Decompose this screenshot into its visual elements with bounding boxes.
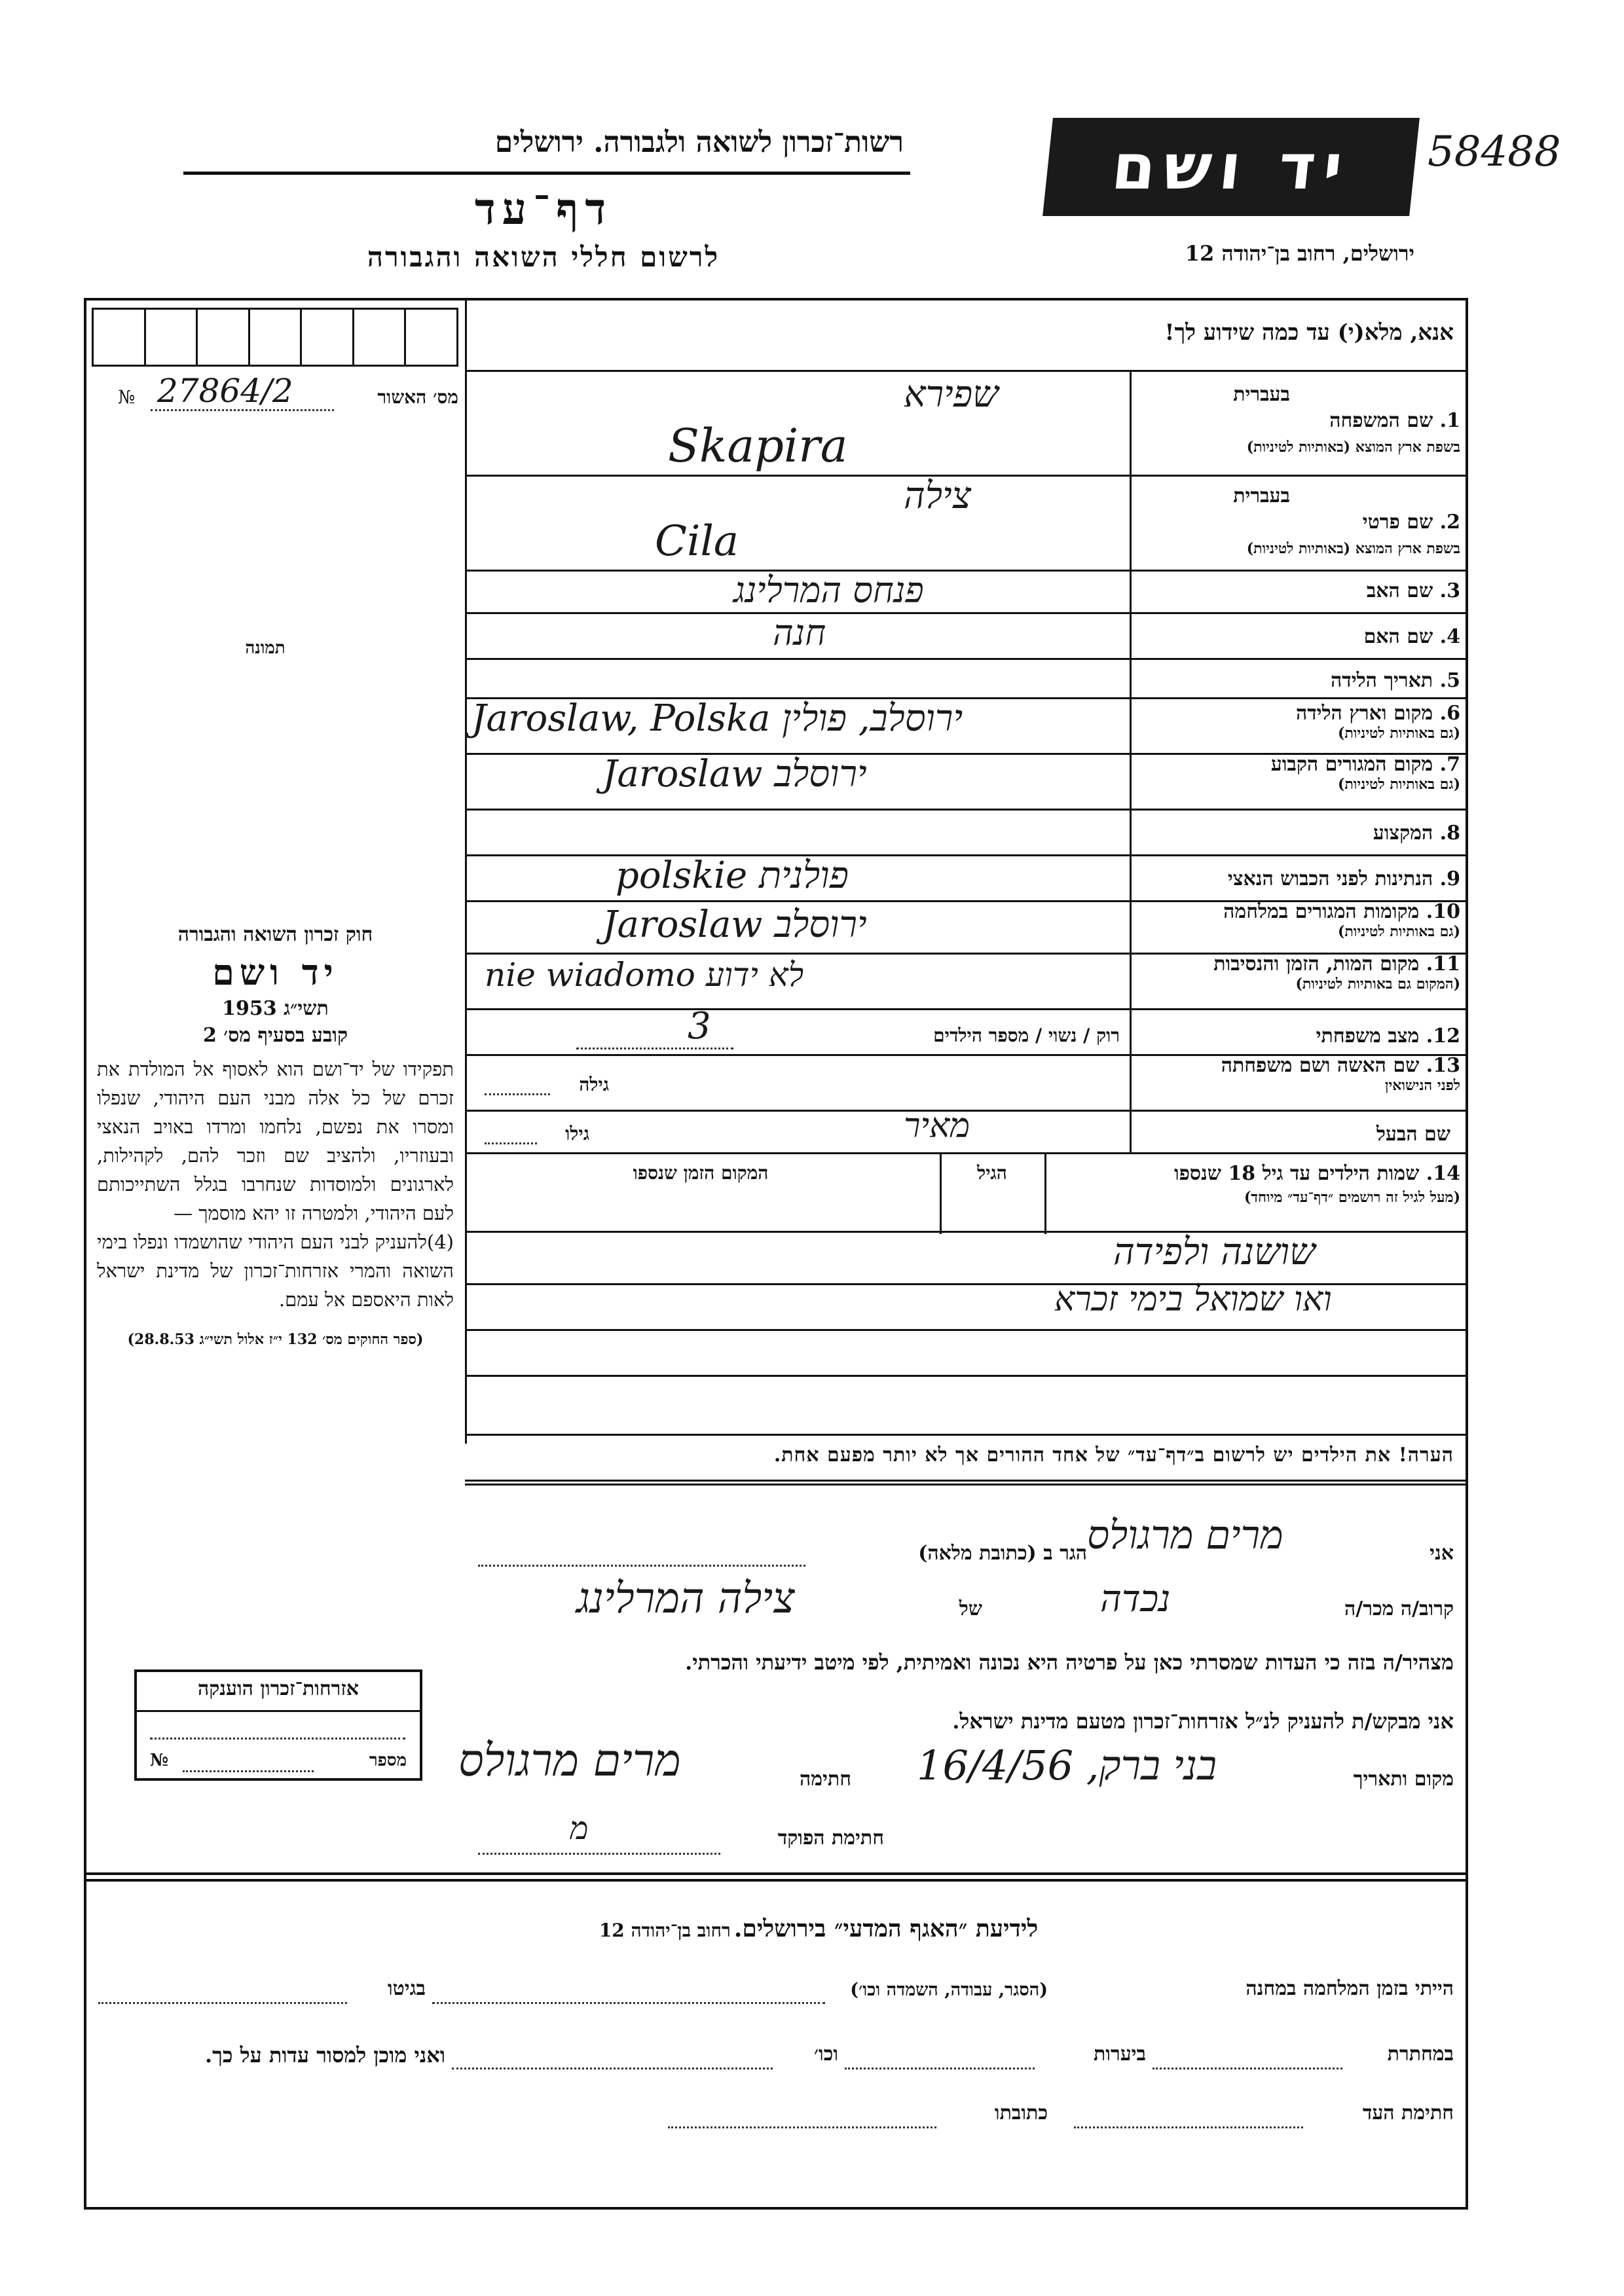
approval-line bbox=[151, 409, 334, 411]
citizenship-number-label: מספר bbox=[369, 1751, 407, 1770]
law-yad-vashem: יד ושם bbox=[212, 951, 339, 993]
form-title: דף־עד bbox=[474, 183, 613, 234]
form-subtitle: לרשום חללי השואה והגבורה bbox=[367, 241, 720, 273]
sidebar-divider bbox=[465, 298, 467, 1444]
field-12-value[interactable]: 3 bbox=[688, 1005, 711, 1048]
inst-line2-dots-1 bbox=[1153, 2068, 1342, 2069]
field-4-label: 4. שם האם bbox=[1363, 625, 1460, 648]
law-year: תשי״ג 1953 bbox=[222, 997, 329, 1020]
citizenship-number-sign: № bbox=[150, 1751, 169, 1770]
field-9-label: 9. הנתינות לפני הכבוש הנאצי bbox=[1227, 867, 1460, 890]
decl-signature-value[interactable]: מרים מרגולס bbox=[458, 1735, 681, 1787]
field-11-value[interactable]: nie wiadomo לא ידוע bbox=[485, 956, 804, 994]
law-sidebar bbox=[97, 923, 454, 1349]
field-8-label: 8. המקצוע bbox=[1373, 822, 1460, 845]
code-boxes bbox=[92, 308, 458, 367]
decl-of-value[interactable]: צילה המרלינג bbox=[576, 1575, 795, 1623]
decl-place-date-label: מקום ותאריך bbox=[1353, 1768, 1454, 1791]
field-6: 6. מקום וארץ הלידה (גם באותיות לטיניות) bbox=[1295, 702, 1460, 742]
inst-line2-dots-2 bbox=[845, 2068, 1035, 2069]
field-2-value-he[interactable]: צילה bbox=[904, 475, 972, 517]
field-7-value[interactable]: Jaroslaw ירוסלב bbox=[602, 753, 867, 795]
rule-child-2 bbox=[465, 1329, 1467, 1331]
husband-value[interactable]: מאיר bbox=[904, 1106, 970, 1146]
husband-label: שם הבעל bbox=[1376, 1123, 1450, 1146]
field-1-value-he[interactable]: שפירא bbox=[904, 373, 999, 416]
law-reference: (ספר החוקים מס׳ 132 י״ז אלול תשי״ג 28.8.53) bbox=[127, 1331, 424, 1348]
child-row-1[interactable]: שושנה ולפידה bbox=[1113, 1231, 1316, 1273]
field-13: 13. שם האשה ושם משפחתה לפני הנישואין bbox=[1221, 1054, 1460, 1094]
citizenship-box-line-1 bbox=[150, 1738, 405, 1740]
inst-line1-a: הייתי בזמן המלחמה במחנה bbox=[1246, 1977, 1454, 2000]
rule-child-4 bbox=[465, 1434, 1467, 1436]
rule-2 bbox=[465, 570, 1467, 572]
institute-title: לידיעת ״האגף המדעי״ בירושלים. bbox=[733, 1915, 1039, 1942]
archive-number: 58488 bbox=[1428, 128, 1561, 176]
field-13-age-label: גילה bbox=[579, 1074, 609, 1095]
field-5-label: 5. תאריך הלידה bbox=[1331, 669, 1460, 692]
logo-text: יד ושם bbox=[1108, 130, 1354, 204]
field-10-value[interactable]: Jaroslaw ירוסלב bbox=[602, 903, 867, 946]
inst-line3-dots-2 bbox=[668, 2126, 936, 2128]
field-3-label: 3. שם האב bbox=[1366, 579, 1460, 602]
field-2-num: 2. bbox=[1439, 511, 1460, 534]
inst-line2-b: ביערות bbox=[1093, 2043, 1146, 2066]
law-title: חוק זכרון השואה והגבורה bbox=[177, 923, 373, 946]
husband-age-line bbox=[485, 1142, 537, 1144]
rule-institute-top-2 bbox=[84, 1879, 1468, 1882]
inst-line1-b: (הסגר, עבודה, השמדה וכו׳) bbox=[850, 1980, 1048, 2000]
field-1-hebrew-tag: בעברית bbox=[1233, 383, 1290, 406]
children-col-age-left bbox=[940, 1152, 942, 1234]
rule-child-3 bbox=[465, 1375, 1467, 1377]
law-text: תפקידו של יד־ושם הוא לאסוף אל המולדת את זכרם של כל אלה מבני העם היהודי, שנפלו ומסרו את נפשם, נלחמו ומרדו באויב הנאצי ובעוזריו, ולהציב שם וזכר להם, לקהילות, לארגונים ולמוסדות שנחרבו בגלל השתייכותם לעם היהודי, ולמטרה זו יהא מוסמך — bbox=[97, 1058, 454, 1224]
field-9-value[interactable]: polskie פולנית bbox=[616, 854, 849, 897]
decl-request: אני מבקש/ת להעניק לנ״ל אזרחות־זכרון מטעם מדינת ישראל. bbox=[952, 1709, 1454, 1734]
decl-relation-value[interactable]: נכדה bbox=[1100, 1578, 1171, 1620]
rule-instruction bbox=[465, 370, 1467, 372]
approval-label: מס׳ האשור bbox=[377, 386, 458, 408]
citizenship-box bbox=[134, 1669, 422, 1781]
wife-age-line bbox=[485, 1093, 550, 1095]
field-2-sub: בשפת ארץ המוצא (באותיות לטיניות) bbox=[1246, 540, 1460, 557]
field-7: 7. מקום המגורים הקבוע (גם באותיות לטיניות) bbox=[1270, 753, 1460, 793]
law-clause: (4)להעניק לבני העם היהודי שהושמדו ונפלו בימי השואה והמרי אזרחות־זכרון של מדינת ישראל לאות היאספם אל עמם. bbox=[97, 1231, 454, 1311]
children-col-age-right bbox=[1044, 1152, 1046, 1234]
field-1-value-latin[interactable]: Skapira bbox=[668, 419, 848, 473]
children-col-age: הגיל bbox=[977, 1162, 1007, 1184]
photo-label: תמונה bbox=[245, 638, 286, 658]
authority-underline bbox=[183, 172, 910, 175]
label-column-divider bbox=[1130, 370, 1132, 1152]
field-4-value[interactable]: חנה bbox=[773, 612, 826, 653]
law-section: קובע בסעיף מס׳ 2 bbox=[202, 1024, 348, 1047]
inst-line2-c: וכו׳ bbox=[814, 2043, 838, 2066]
rule-children-head bbox=[465, 1231, 1467, 1233]
inst-line2-a: במחתרת bbox=[1387, 2043, 1454, 2066]
inst-line3-dots-1 bbox=[1074, 2126, 1303, 2128]
field-3-value[interactable]: פנחס המרלינג bbox=[733, 570, 924, 611]
field-1-label: שם המשפחה bbox=[1329, 409, 1433, 432]
rule-husband bbox=[465, 1152, 1467, 1154]
decl-residing: הגר ב (כתובת מלאה) bbox=[918, 1542, 1087, 1565]
inst-line3-a: חתימת העד bbox=[1362, 2102, 1454, 2124]
decl-place-date-value[interactable]: בני ברק, 16/4/56 bbox=[917, 1741, 1217, 1789]
field-2 bbox=[1136, 484, 1460, 563]
field-2-value-latin[interactable]: Cila bbox=[655, 517, 739, 566]
children-count-line bbox=[576, 1048, 733, 1049]
approval-number: 27864/2 bbox=[157, 372, 293, 410]
decl-name[interactable]: מרים מרגולס bbox=[1087, 1512, 1283, 1558]
decl-statement: מצהיר/ה בזה כי העדות שמסרתי כאן על פרטיה היא נכונה ואמיתית, לפי מיטב ידיעתי והכרתי. bbox=[685, 1650, 1454, 1675]
field-12-status: רוק / נשוי / מספר הילדים bbox=[933, 1025, 1120, 1046]
inst-line1-c: בגיטו bbox=[387, 1977, 426, 2000]
citizenship-number-line bbox=[183, 1770, 314, 1772]
decl-clerk-value[interactable]: מ bbox=[570, 1810, 589, 1847]
rule-4 bbox=[465, 658, 1467, 660]
authority-title: רשות־זכרון לשואה ולגבורה. ירושלים bbox=[494, 126, 904, 159]
field-11: 11. מקום המות, הזמן והנסיבות (המקום גם באותיות לטיניות) bbox=[1213, 953, 1460, 993]
child-row-2[interactable]: ואו שמואל בימי זכרא bbox=[1054, 1280, 1332, 1319]
field-12-label: 12. מצב משפחתי bbox=[1316, 1025, 1460, 1048]
rule-note bbox=[465, 1480, 1467, 1482]
decl-relation-label: קרוב/ה מכר/ה bbox=[1344, 1597, 1454, 1620]
decl-address-line bbox=[478, 1565, 805, 1567]
rule-3 bbox=[465, 612, 1467, 614]
field-1-sub: בשפת ארץ המוצא (באותיות לטיניות) bbox=[1246, 439, 1460, 456]
decl-clerk-line bbox=[478, 1853, 720, 1855]
decl-signature-label: חתימה bbox=[800, 1768, 851, 1791]
field-1-num: 1. bbox=[1439, 409, 1460, 432]
children-header: 14. שמות הילדים עד גיל 18 שנספו (מעל לגיל זה רושמים ״דף־עד״ מיוחד) bbox=[1173, 1162, 1460, 1206]
husband-age-label: גילו bbox=[565, 1123, 589, 1144]
institute-heading bbox=[458, 1915, 1179, 1942]
rule-institute-top bbox=[84, 1872, 1468, 1875]
decl-clerk-label: חתימת הפוקד bbox=[777, 1827, 884, 1850]
rule-7 bbox=[465, 809, 1467, 811]
field-1 bbox=[1136, 383, 1460, 468]
decl-of-label: של bbox=[959, 1597, 982, 1620]
children-note: הערה! את הילדים יש לרשום ב״דף־עד״ של אחד ההורים אך לא יותר מפעם אחת. bbox=[773, 1444, 1454, 1467]
field-2-label: שם פרטי bbox=[1362, 511, 1433, 534]
citizenship-box-title: אזרחות־זכרון הוענקה bbox=[197, 1677, 360, 1700]
instruction: אנא, מלא(י) עד כמה שידוע לך! bbox=[1164, 319, 1454, 346]
rule-11 bbox=[465, 1008, 1467, 1010]
decl-i-label: אני bbox=[1430, 1542, 1454, 1565]
citizenship-box-rule bbox=[137, 1710, 420, 1712]
header-address: ירושלים, רחוב בן־יהודה 12 bbox=[1185, 241, 1414, 266]
inst-line1-dots-1 bbox=[432, 2002, 825, 2004]
institute-address: רחוב בן־יהודה 12 bbox=[599, 1920, 731, 1941]
field-6-value[interactable]: Jaroslaw, Polska ירוסלב, פולין bbox=[471, 697, 963, 740]
field-10: 10. מקומות המגורים במלחמה (גם באותיות לטיניות) bbox=[1223, 900, 1460, 940]
children-col-place: המקום הזמן שנספו bbox=[633, 1162, 769, 1184]
inst-line2-d: ואני מוכן למסור עדות על כך. bbox=[204, 2043, 445, 2068]
inst-line2-dots-3 bbox=[452, 2068, 773, 2069]
inst-line1-dots-2 bbox=[98, 2002, 347, 2004]
rule-note-double bbox=[465, 1484, 1467, 1485]
yad-vashem-logo bbox=[1043, 118, 1420, 216]
field-2-hebrew-tag: בעברית bbox=[1233, 484, 1290, 507]
approval-no-sign: № bbox=[118, 386, 136, 408]
inst-line3-b: כתובתו bbox=[994, 2102, 1048, 2124]
